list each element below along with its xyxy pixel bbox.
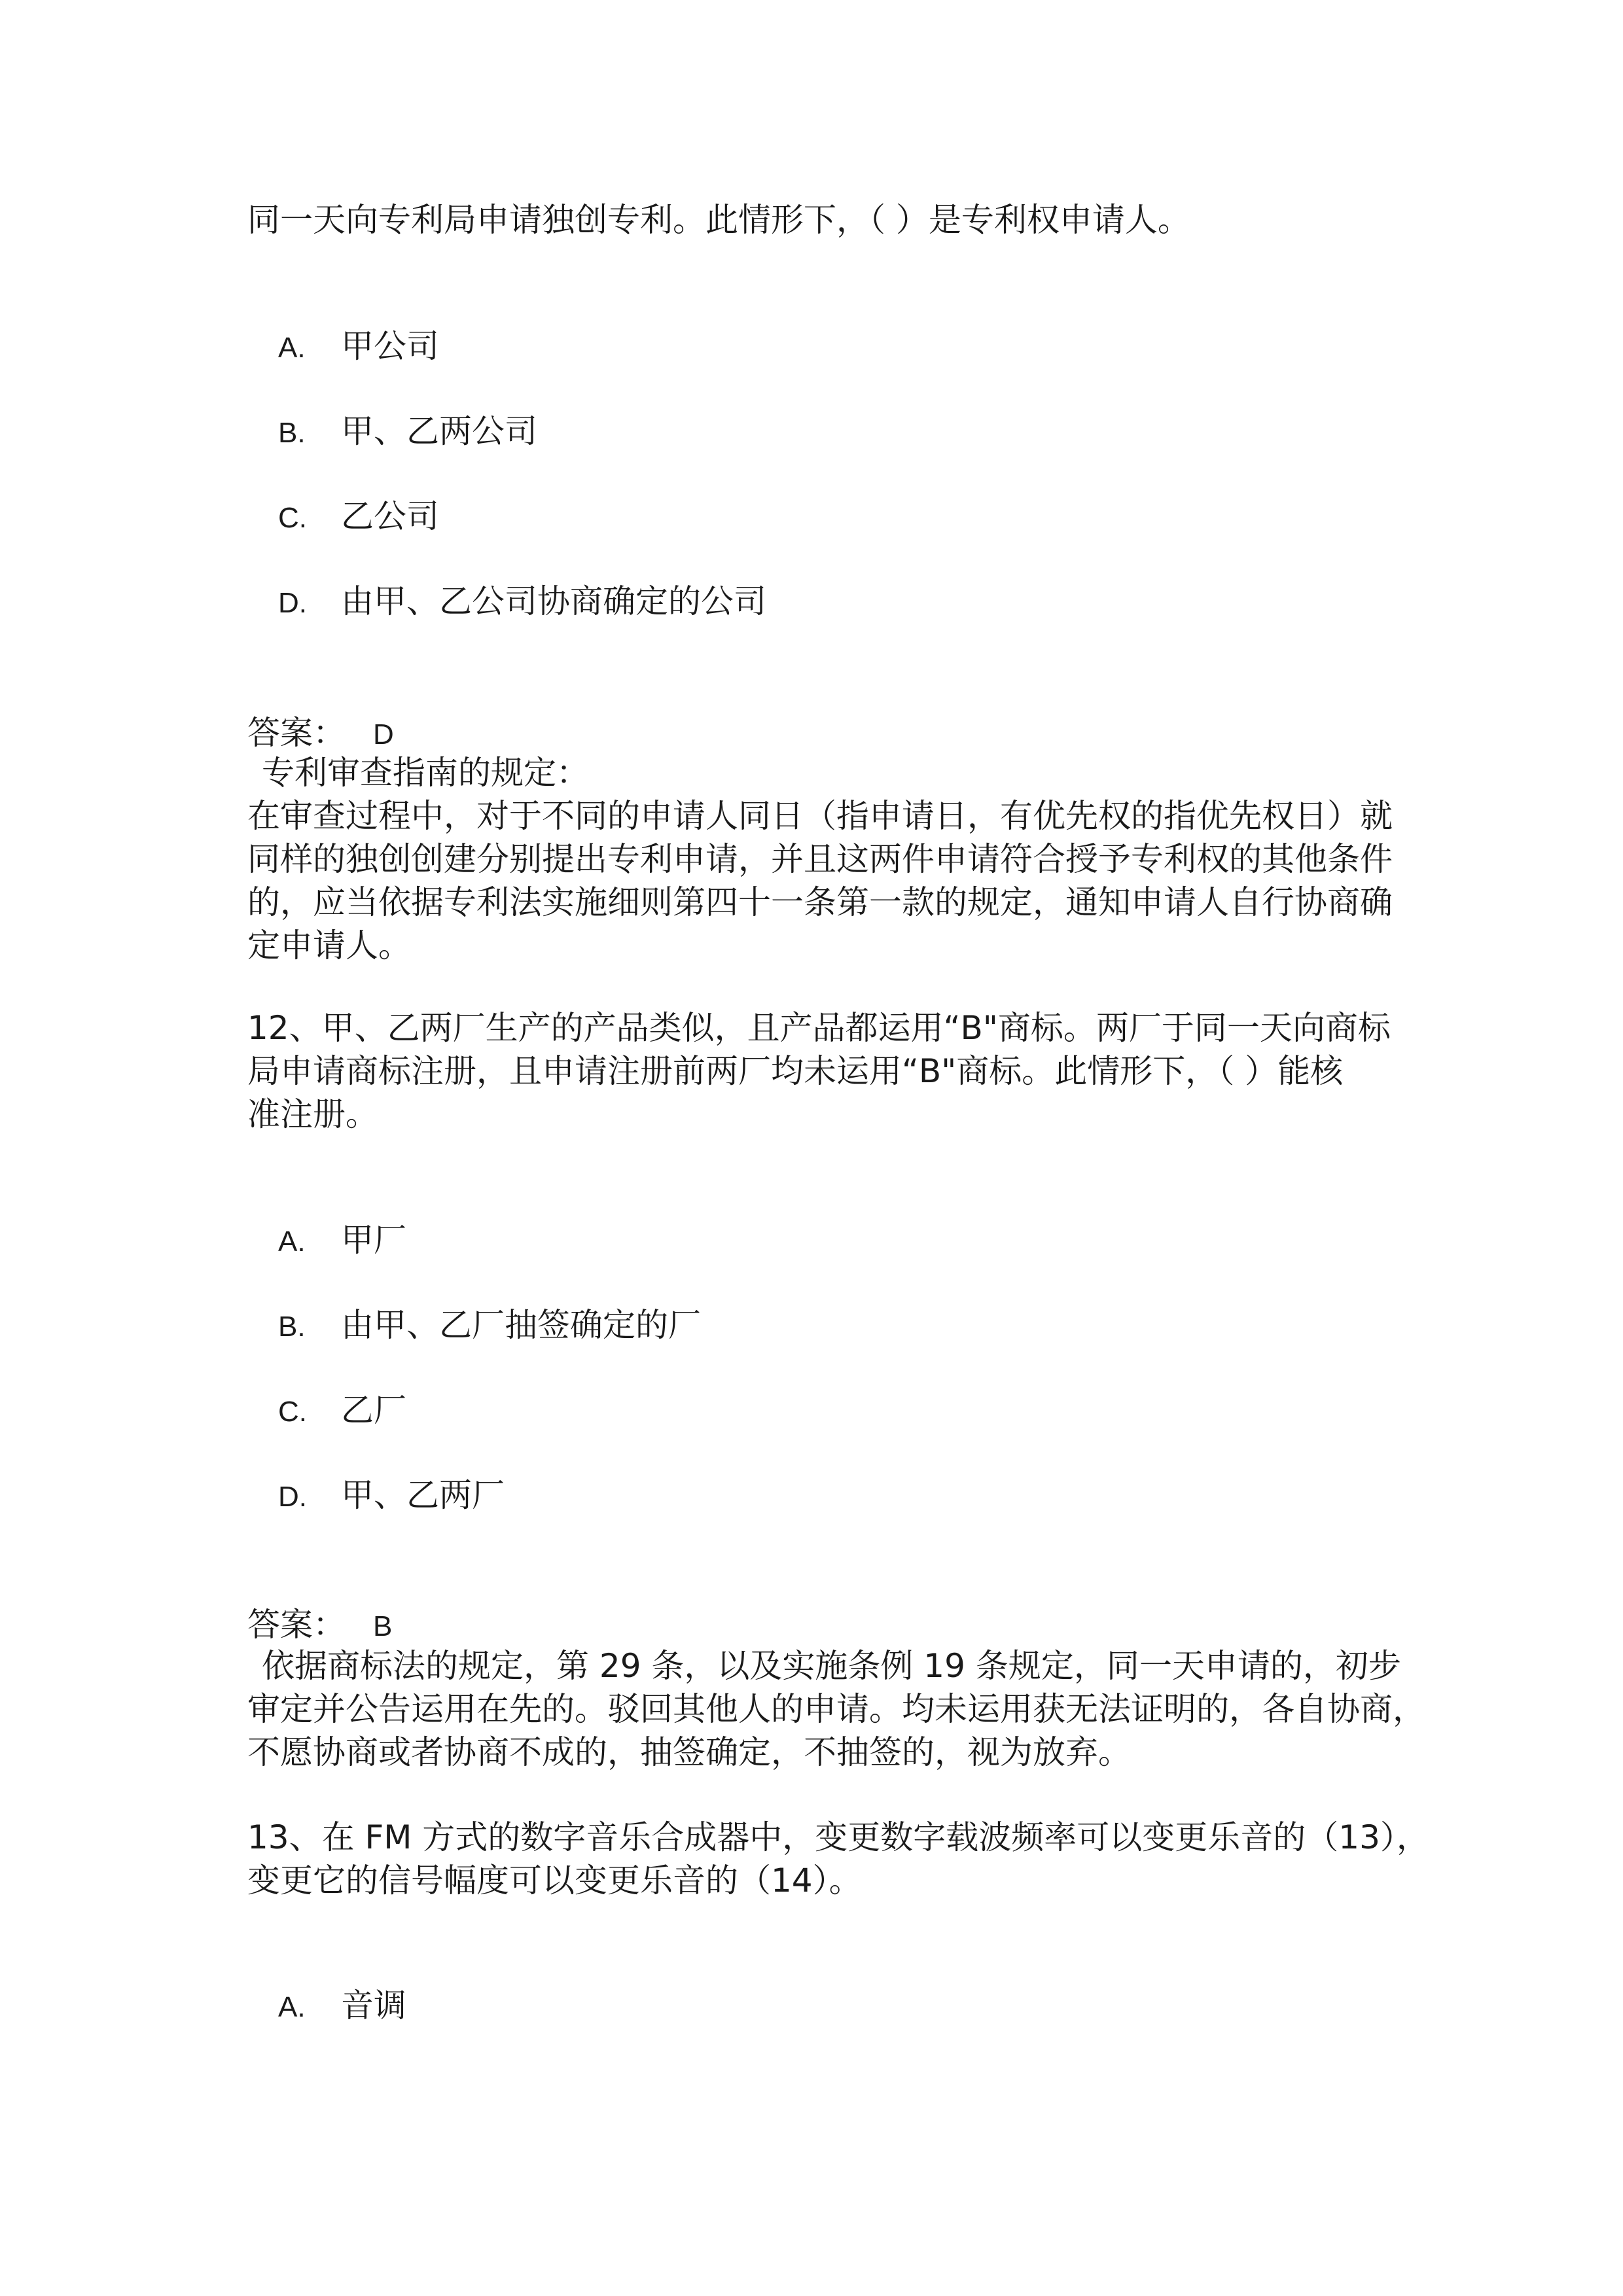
q11-explanation <box>247 751 1393 967</box>
option-letter: B. <box>278 417 306 449</box>
q12-option-a <box>278 1218 406 1263</box>
q12-option-c <box>278 1388 406 1434</box>
option-text: 乙厂 <box>341 1391 406 1429</box>
option-letter: D. <box>278 1481 307 1513</box>
q11-option-b <box>278 410 537 455</box>
q11-option-c <box>278 495 439 540</box>
answer-value: B <box>373 1610 393 1642</box>
stem-line: 准注册。 <box>247 1095 378 1133</box>
answer-label: 答案： <box>247 714 346 752</box>
option-letter: C. <box>278 502 307 534</box>
stem-line: 12、甲、乙两厂生产的产品类似，且产品都运用“B"商标。两厂于同一天向商标 <box>247 1009 1391 1047</box>
stem-line: 13、在 FM 方式的数字音乐合成器中，变更数字载波频率可以变更乐音的（13）， <box>247 1818 1429 1856</box>
q13-option-a <box>278 1984 406 2029</box>
explanation-line: 审定并公告运用在先的。驳回其他人的申请。均未运用获无法证明的，各自协商， <box>247 1690 1425 1728</box>
answer-label: 答案： <box>247 1606 346 1644</box>
option-letter: C. <box>278 1396 307 1428</box>
q12-explanation <box>247 1644 1425 1774</box>
option-letter: A. <box>278 332 306 364</box>
stem-line: 变更它的信号幅度可以变更乐音的（14）。 <box>247 1862 862 1899</box>
q12-option-d <box>278 1474 505 1519</box>
explanation-line: 同样的独创创建分别提出专利申请，并且这两件申请符合授予专利权的其他条件 <box>247 840 1393 878</box>
explanation-line: 不愿协商或者协商不成的，抽签确定，不抽签的，视为放弃。 <box>247 1733 1131 1771</box>
option-text: 甲公司 <box>341 327 439 365</box>
q11-option-d <box>278 580 766 625</box>
option-letter: A. <box>278 1226 306 1258</box>
explanation-line: 在审查过程中，对于不同的申请人同日（指申请日，有优先权的指优先权日）就 <box>247 797 1393 835</box>
option-text: 由甲、乙公司协商确定的公司 <box>341 582 766 620</box>
q11-answer <box>247 711 394 756</box>
option-text: 甲、乙两公司 <box>341 412 537 450</box>
q11-stem-tail: 同一天向专利局申请独创专利。此情形下，（ ）是专利权申请人。 <box>247 201 1190 239</box>
option-letter: B. <box>278 1311 306 1343</box>
explanation-line: 定申请人。 <box>247 927 411 964</box>
q12-option-b <box>278 1303 701 1349</box>
option-text: 乙公司 <box>341 497 439 535</box>
q12-answer <box>247 1603 392 1648</box>
option-text: 甲、乙两厂 <box>341 1476 505 1514</box>
q12-stem <box>247 1006 1391 1136</box>
option-text: 音调 <box>341 1987 406 2024</box>
q11-option-a <box>278 325 439 370</box>
option-text: 甲厂 <box>341 1221 406 1259</box>
answer-value: D <box>373 718 394 751</box>
option-text: 由甲、乙厂抽签确定的厂 <box>341 1306 701 1344</box>
stem-line: 局申请商标注册，且申请注册前两厂均未运用“B"商标。此情形下，（ ）能核 <box>247 1052 1344 1090</box>
q13-stem <box>247 1816 1429 1902</box>
explanation-line: 依据商标法的规定，第 29 条，以及实施条例 19 条规定，同一天申请的，初步 <box>262 1647 1401 1685</box>
explanation-line: 的，应当依据专利法实施细则第四十一条第一款的规定，通知申请人自行协商确 <box>247 883 1393 921</box>
option-letter: A. <box>278 1991 306 2023</box>
option-letter: D. <box>278 587 307 619</box>
explanation-line: 专利审查指南的规定： <box>262 754 589 792</box>
